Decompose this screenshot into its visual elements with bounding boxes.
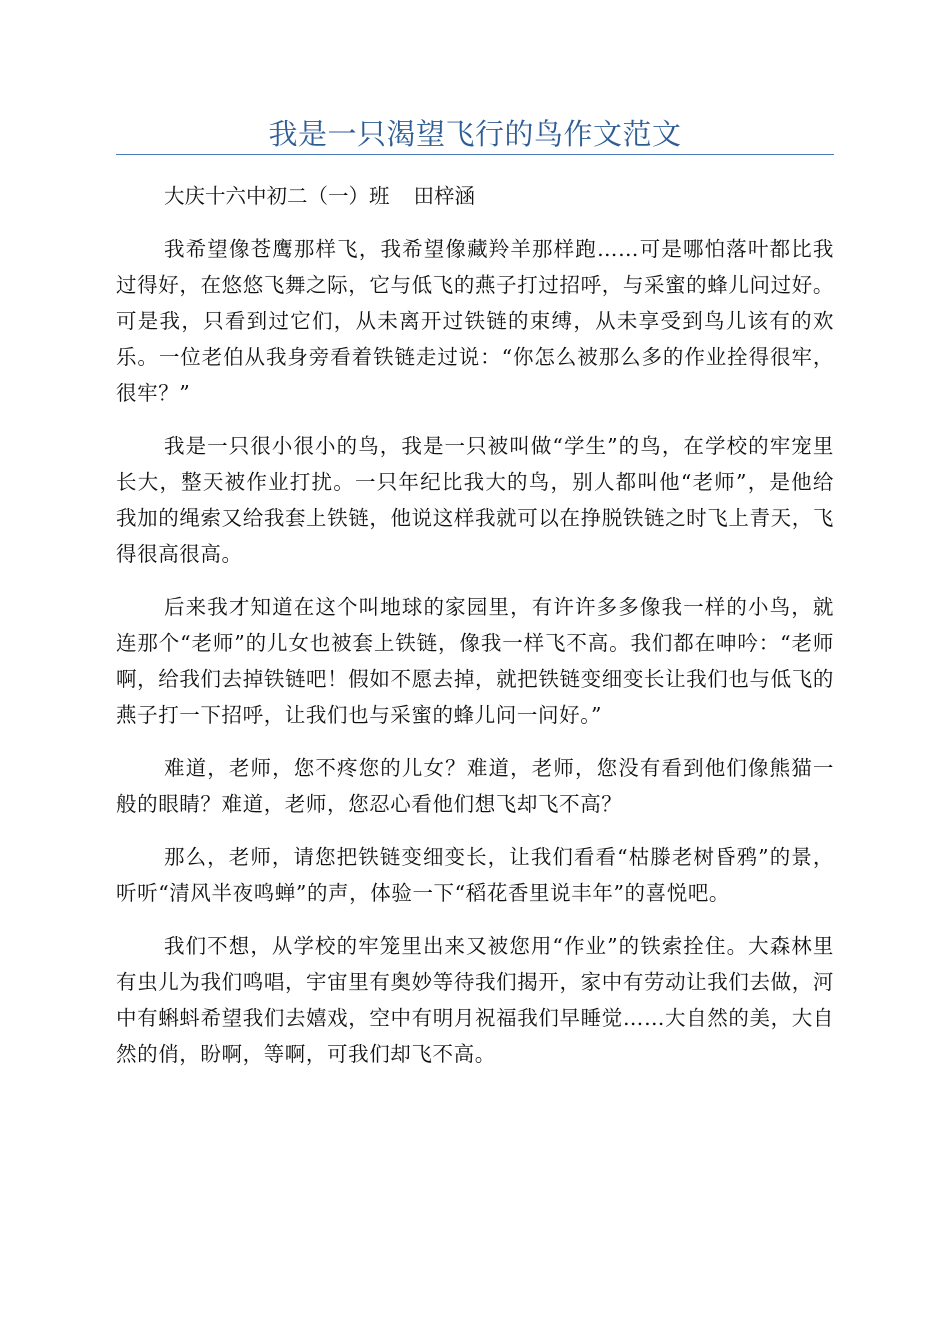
paragraph-6: 我们不想，从学校的牢笼里出来又被您用“作业”的铁索拴住。大森林里有虫儿为我们鸣唱，宇宙里有奥妙等待我们揭开，家中有劳动让我们去做，河中有蝌蚪希望我们去嬉戏，空中有明月祝福我们早睡觉……大自然的美，大自然的俏，盼啊，等啊，可我们却飞不高。 [116,934,834,1066]
byline-class: 大庆十六中初二（一）班 [164,184,390,208]
byline-author: 田梓涵 [413,184,475,208]
byline [116,178,834,214]
document-title: 我是一只渴望飞行的鸟作文范文 [268,117,682,151]
paragraph-1: 我希望像苍鹰那样飞，我希望像藏羚羊那样跑……可是哪怕落叶都比我过得好，在悠悠飞舞之际，它与低飞的燕子打过招呼，与采蜜的蜂儿问过好。可是我，只看到过它们，从未离开过铁链的束缚，从未享受到鸟儿该有的欢乐。一位老伯从我身旁看着铁链走过说：“你怎么被那么多的作业拴得很牢，很牢？” [116,237,834,405]
paragraph-3: 后来我才知道在这个叫地球的家园里，有许许多多像我一样的小鸟，就连那个“老师”的儿女也被套上铁链，像我一样飞不高。我们都在呻吟：“老师啊，给我们去掉铁链吧！假如不愿去掉，就把铁链变细变长让我们也与低飞的燕子打一下招呼，让我们也与采蜜的蜂儿问一问好。” [116,595,834,727]
document-body [116,178,834,1089]
paragraph-4: 难道，老师，您不疼您的儿女？难道，老师，您没有看到他们像熊猫一般的眼睛？难道，老师，您忍心看他们想飞却飞不高？ [116,756,834,816]
paragraph-2: 我是一只很小很小的鸟，我是一只被叫做“学生”的鸟，在学校的牢宠里长大，整天被作业打扰。一只年纪比我大的鸟，别人都叫他“老师”，是他给我加的绳索又给我套上铁链，他说这样我就可以在挣脱铁链之时飞上青天，飞得很高很高。 [116,434,834,566]
paragraph-5: 那么，老师，请您把铁链变细变长，让我们看看“枯滕老树昏鸦”的景，听听“清风半夜鸣蝉”的声，体验一下“稻花香里说丰年”的喜悦吧。 [116,845,834,905]
title-underline [116,154,834,155]
